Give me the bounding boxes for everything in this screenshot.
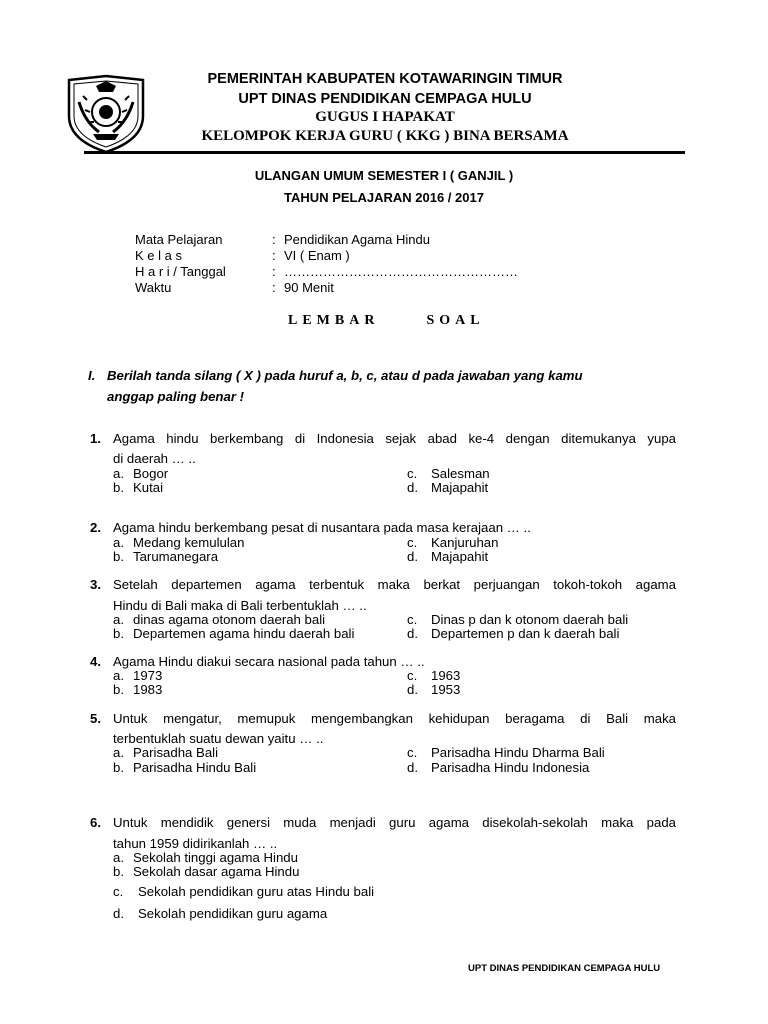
option-b [113, 864, 299, 879]
option-a [113, 466, 168, 481]
option-letter: d. [407, 549, 418, 564]
question-text-cont: tahun 1959 didirikanlah … .. [113, 836, 278, 851]
option-text: Kutai [133, 480, 164, 495]
option-text: Sekolah dasar agama Hindu [133, 864, 300, 879]
option-letter: b. [113, 626, 124, 641]
option-d [407, 682, 460, 697]
question-text: Agama Hindu diakui secara nasional pada tahun … .. [113, 654, 425, 669]
option-text: Dinas p dan k otonom daerah bali [431, 612, 629, 627]
option-letter: b. [113, 480, 124, 495]
option-text: Medang kemululan [133, 535, 245, 550]
option-letter: b. [113, 760, 124, 775]
option-letter: c. [407, 668, 418, 683]
option-text: Majapahit [431, 549, 489, 564]
question-number: 5. [90, 711, 101, 726]
option-letter: a. [113, 466, 124, 481]
header-working-group: KELOMPOK KERJA GURU ( KKG ) BINA BERSAMA [201, 128, 569, 144]
question-text-cont: Hindu di Bali maka di Bali terbentuklah … .. [113, 598, 367, 613]
option-letter: d. [407, 626, 418, 641]
option-text: Departemen p dan k daerah bali [431, 626, 620, 641]
info-label-class: K e l a s [135, 248, 182, 263]
option-a [113, 668, 162, 683]
option-letter: c. [407, 535, 418, 550]
option-b [113, 682, 162, 697]
option-text: Sekolah pendidikan guru atas Hindu bali [138, 884, 375, 899]
option-c [407, 535, 498, 550]
option-letter: c. [407, 612, 418, 627]
option-text: Parisadha Bali [133, 745, 219, 760]
option-d [407, 480, 488, 495]
option-letter: c. [113, 884, 124, 899]
option-c [407, 466, 490, 481]
option-text: 1983 [133, 682, 163, 697]
question-number: 1. [90, 431, 101, 446]
option-letter: b. [113, 864, 124, 879]
option-letter: c. [407, 745, 418, 760]
question-text: Untuk mengatur, memupuk mengembangkan kehidupan beragama di Bali maka [113, 711, 676, 726]
header-cluster: GUGUS I HAPAKAT [315, 109, 455, 125]
option-text: Kanjuruhan [431, 535, 499, 550]
question-text: Setelah departemen agama terbentuk maka berkat perjuangan tokoh-tokoh agama [113, 577, 676, 592]
option-b [113, 626, 354, 641]
info-colon: : [272, 248, 276, 263]
info-label-date: H a r i / Tanggal [135, 264, 226, 279]
option-d [113, 906, 327, 921]
instruction-line2: anggap paling benar ! [107, 389, 245, 404]
option-text: Tarumanegara [133, 549, 219, 564]
option-text: Salesman [431, 466, 490, 481]
option-d [407, 760, 589, 775]
info-label-subject: Mata Pelajaran [135, 232, 223, 247]
exam-title: ULANGAN UMUM SEMESTER I ( GANJIL ) [254, 168, 514, 183]
option-d [407, 549, 488, 564]
header-office: UPT DINAS PENDIDIKAN CEMPAGA HULU [238, 91, 532, 107]
option-text: Majapahit [431, 480, 489, 495]
option-c [113, 884, 374, 899]
instruction-numeral: I. [88, 368, 96, 383]
option-text: 1963 [431, 668, 461, 683]
sheet-title-word1: LEMBAR [288, 313, 380, 328]
option-text: Parisadha Hindu Indonesia [431, 760, 590, 775]
info-colon: : [272, 264, 276, 279]
option-c [407, 612, 628, 627]
question-text-cont: di daerah … .. [113, 451, 196, 466]
option-letter: a. [113, 745, 124, 760]
header-divider [84, 151, 685, 154]
option-letter: a. [113, 612, 124, 627]
option-letter: a. [113, 668, 124, 683]
option-text: 1953 [431, 682, 461, 697]
option-text: Bogor [133, 466, 169, 481]
exam-year: TAHUN PELAJARAN 2016 / 2017 [284, 190, 484, 205]
option-b [113, 480, 163, 495]
option-a [113, 745, 218, 760]
sheet-title [288, 313, 485, 329]
question-text: Agama hindu berkembang di Indonesia sejak abad ke-4 dengan ditemukanya yupa [113, 431, 676, 446]
option-b [113, 549, 218, 564]
info-colon: : [272, 280, 276, 295]
option-letter: d. [407, 480, 418, 495]
option-letter: d. [407, 682, 418, 697]
info-value-time: 90 Menit [284, 280, 334, 295]
question-number: 3. [90, 577, 101, 592]
regency-emblem-icon [65, 72, 147, 154]
option-b [113, 760, 256, 775]
option-text: Departemen agama hindu daerah bali [133, 626, 355, 641]
info-value-subject: Pendidikan Agama Hindu [284, 232, 430, 247]
option-text: Parisadha Hindu Dharma Bali [431, 745, 605, 760]
option-text: dinas agama otonom daerah bali [133, 612, 326, 627]
instruction-line1: Berilah tanda silang ( X ) pada huruf a, b, c, atau d pada jawaban yang kamu [107, 368, 583, 383]
header-government: PEMERINTAH KABUPATEN KOTAWARINGIN TIMUR [207, 71, 563, 87]
option-c [407, 745, 605, 760]
info-label-time: Waktu [135, 280, 172, 295]
option-letter: a. [113, 535, 124, 550]
question-number: 2. [90, 520, 101, 535]
option-text: 1973 [133, 668, 163, 683]
info-value-date: ……………………………………………… [284, 264, 518, 279]
info-value-class: VI ( Enam ) [284, 248, 350, 263]
option-text: Sekolah tinggi agama Hindu [133, 850, 298, 865]
option-d [407, 626, 619, 641]
info-colon: : [272, 232, 276, 247]
question-text: Untuk mendidik genersi muda menjadi guru agama disekolah-sekolah maka pada [113, 815, 676, 830]
option-a [113, 535, 244, 550]
option-text: Parisadha Hindu Bali [133, 760, 257, 775]
option-letter: c. [407, 466, 418, 481]
option-text: Sekolah pendidikan guru agama [138, 906, 328, 921]
option-letter: d. [407, 760, 418, 775]
question-text-cont: terbentuklah suatu dewan yaitu … .. [113, 731, 324, 746]
sheet-title-word2: SOAL [426, 313, 485, 328]
option-letter: a. [113, 850, 124, 865]
page-footer: UPT DINAS PENDIDIKAN CEMPAGA HULU [468, 963, 661, 974]
option-letter: b. [113, 682, 124, 697]
option-letter: b. [113, 549, 124, 564]
option-letter: d. [113, 906, 124, 921]
option-a [113, 850, 298, 865]
question-number: 6. [90, 815, 101, 830]
question-text: Agama hindu berkembang pesat di nusantara pada masa kerajaan … .. [113, 520, 531, 535]
question-number: 4. [90, 654, 101, 669]
option-a [113, 612, 325, 627]
option-c [407, 668, 460, 683]
